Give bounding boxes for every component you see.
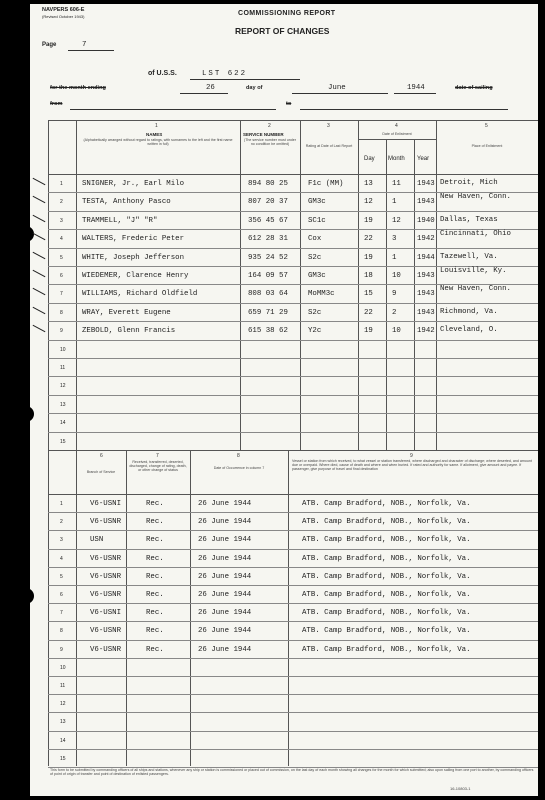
enlist-month: 1: [392, 198, 397, 207]
month-line: [292, 93, 388, 94]
ship-name: LST 622: [202, 70, 248, 78]
change-details: ATB. Camp Bradford, NOB., Norfolk, Va.: [302, 518, 471, 527]
enlist-month: 3: [392, 235, 397, 244]
form-number: NAVPERS 606-E: [42, 7, 85, 13]
row-number: 12: [60, 383, 66, 390]
row-number: 9: [60, 328, 63, 335]
enlist-year: 1943: [417, 180, 435, 188]
service-number: 659 71 29: [248, 308, 288, 317]
crew-name: WRAY, Everett Eugene: [82, 308, 171, 317]
date-header: Date of Occurrence in column 7: [213, 466, 265, 470]
status-change: Rec.: [146, 627, 164, 636]
enlist-place: Tazewell, Va.: [440, 252, 498, 261]
status-header: Received, transferred, deserted, discharged, change of rating, death, or other change of status: [129, 460, 187, 473]
enlist-month: 1: [392, 253, 397, 262]
crew-name: ZEBOLD, Glenn Francis: [82, 327, 176, 336]
change-details: ATB. Camp Bradford, NOB., Norfolk, Va.: [302, 609, 471, 618]
check-mark: [33, 307, 46, 314]
crew-name: WIEDEMER, Clarence Henry: [82, 272, 189, 280]
check-mark: [33, 215, 46, 222]
change-details: ATB. Camp Bradford, NOB., Norfolk, Va.: [302, 591, 471, 599]
enlist-place: New Haven, Conn.: [440, 285, 511, 294]
column-number: 8: [237, 453, 240, 459]
enlist-year: 1943: [417, 308, 435, 317]
service-number-note: (The service number must under no condition be omitted): [244, 138, 296, 147]
column-number: 5: [485, 123, 488, 129]
change-details: ATB. Camp Bradford, NOB., Norfolk, Va.: [302, 500, 471, 508]
crew-name: SNIGNER, Jr., Earl Milo: [82, 180, 185, 188]
row-divider: [48, 211, 538, 212]
enlist-place: Dallas, Texas: [440, 215, 498, 224]
crew-name: WALTERS, Frederic Peter: [82, 235, 185, 244]
row-divider: [48, 676, 538, 677]
column-number: 1: [155, 123, 158, 129]
enlist-place: Cleveland, O.: [440, 326, 498, 335]
punch-hole: [18, 226, 34, 242]
footer-code: 16-10803-1: [450, 786, 471, 791]
names-note: (Alphabetically arranged without regard to ratings, with surnames to the left and the first name written in full): [83, 138, 233, 147]
row-divider: [48, 749, 538, 750]
enlist-day: 12: [364, 198, 373, 207]
enlist-month: 9: [392, 290, 397, 299]
rating: MoMM3c: [308, 290, 335, 299]
check-mark: [33, 251, 46, 258]
ship-name-line: [190, 79, 300, 80]
row-number: 2: [60, 519, 63, 526]
row-number: 8: [60, 309, 63, 316]
row-number: 14: [60, 737, 66, 744]
crew-name: TESTA, Anthony Pasco: [82, 198, 171, 207]
row-number: 4: [60, 236, 63, 243]
row-number: 13: [60, 401, 66, 408]
status-change: Rec.: [146, 645, 164, 654]
enlist-month: 11: [392, 180, 401, 188]
occurrence-date: 26 June 1944: [198, 500, 252, 508]
row-number: 10: [60, 346, 66, 353]
column-number: 6: [100, 453, 103, 459]
row-divider: [48, 712, 538, 713]
date-day-of: day of: [246, 85, 263, 91]
service-number: 807 20 37: [248, 198, 288, 207]
change-details: ATB. Camp Bradford, NOB., Norfolk, Va.: [302, 572, 471, 581]
status-change: Rec.: [146, 518, 164, 527]
date-day: 26: [206, 84, 215, 92]
row-number: 3: [60, 537, 63, 544]
page-label: Page: [42, 42, 57, 48]
occurrence-date: 26 June 1944: [198, 627, 252, 636]
row-number: 10: [60, 664, 66, 671]
row-divider: [48, 413, 538, 414]
enlist-year: 1943: [417, 272, 435, 280]
row-number: 15: [60, 755, 66, 762]
enlist-year: 1943: [417, 198, 435, 207]
rating: Cox: [308, 235, 322, 244]
branch-of-service: V6-USNR: [90, 554, 122, 563]
row-number: 8: [60, 628, 63, 635]
punch-hole: [18, 588, 34, 604]
row-number: 15: [60, 438, 66, 445]
table-border: [48, 450, 49, 766]
service-number-header: SERVICE NUMBER: [243, 132, 284, 137]
occurrence-date: 26 June 1944: [198, 645, 252, 654]
enlist-day: 15: [364, 290, 373, 299]
branch-header: Branch of Service: [86, 470, 116, 474]
row-divider: [48, 340, 538, 341]
enlist-year: 1942: [417, 327, 435, 336]
column-number: 9: [410, 453, 413, 459]
enlist-day: 22: [364, 235, 373, 244]
row-number: 4: [60, 555, 63, 562]
row-number: 7: [60, 291, 63, 298]
enlistment-header: Date of Enlistment: [382, 132, 412, 136]
occurrence-date: 26 June 1944: [198, 536, 252, 545]
rating: Y2c: [308, 327, 322, 336]
form-revision: (Revised October 1943): [42, 14, 85, 19]
status-change: Rec.: [146, 554, 164, 563]
row-divider: [48, 694, 538, 695]
table-border: [48, 450, 538, 451]
year-line: [394, 93, 436, 94]
row-divider: [48, 358, 538, 359]
date-prefix: for the month ending: [50, 85, 106, 91]
enlist-day: 19: [364, 327, 373, 336]
check-mark: [33, 325, 46, 332]
row-divider: [48, 530, 538, 531]
enlist-year: 1943: [417, 290, 435, 299]
change-details: ATB. Camp Bradford, NOB., Norfolk, Va.: [302, 645, 471, 654]
row-number: 9: [60, 646, 63, 653]
change-details: ATB. Camp Bradford, NOB., Norfolk, Va.: [302, 627, 471, 636]
names-header: NAMES: [146, 132, 163, 137]
enlist-day: 13: [364, 180, 373, 188]
place-header: Place of Enlistment: [471, 144, 503, 148]
row-number: 5: [60, 573, 63, 580]
status-change: Rec.: [146, 609, 164, 618]
enlist-place: Detroit, Mich: [440, 179, 498, 187]
service-number: 164 09 57: [248, 272, 288, 280]
enlist-month: 10: [392, 272, 401, 280]
row-number: 1: [60, 181, 63, 187]
column-number: 3: [327, 123, 330, 129]
footer-note: This form to be submitted by commanding officers of all ships and stations, whenever any ship or station is commissioned or placed out of commission, on the last day of each month showing all changes for the month for which submitted; also upon sailing from one port to another, by commanding officers of point of origin of transfer and point of destination of enlisted passengers.: [50, 768, 534, 777]
check-mark: [33, 288, 46, 295]
column-number: 7: [156, 453, 159, 459]
enlist-day: 19: [364, 216, 373, 225]
from-label: from: [50, 101, 63, 107]
row-divider: [48, 731, 538, 732]
row-divider: [48, 512, 538, 513]
row-divider: [48, 585, 538, 586]
row-divider: [48, 432, 538, 433]
row-number: 1: [60, 501, 63, 507]
rating: F1c (MM): [308, 180, 344, 188]
enlist-month: 10: [392, 327, 401, 336]
page-number-line: [68, 50, 114, 51]
enlist-place: Cincinnati, Ohio: [440, 230, 511, 239]
row-number: 7: [60, 610, 63, 617]
rating: SC1c: [308, 216, 326, 225]
row-divider: [48, 621, 538, 622]
row-number: 5: [60, 254, 63, 261]
service-number: 935 24 52: [248, 253, 288, 262]
rating: S2c: [308, 308, 322, 317]
row-divider: [48, 376, 538, 377]
branch-of-service: V6-USNR: [90, 572, 122, 581]
row-number: 2: [60, 199, 63, 206]
enlist-month: 12: [392, 216, 401, 225]
occurrence-date: 26 June 1944: [198, 554, 252, 563]
form-title: COMMISSIONING REPORT: [238, 10, 336, 17]
rating: GM3c: [308, 198, 326, 207]
row-divider: [48, 567, 538, 568]
row-number: 13: [60, 719, 66, 726]
enlist-year: 1944: [417, 253, 435, 262]
date-month: June: [328, 84, 346, 92]
status-change: Rec.: [146, 536, 164, 545]
month-header: Month: [388, 156, 405, 162]
report-page: [30, 4, 538, 796]
column-number: 2: [268, 123, 271, 129]
enlist-place: Richmond, Va.: [440, 307, 498, 316]
enlist-day: 19: [364, 253, 373, 262]
row-divider: [48, 303, 538, 304]
rating-header: Rating at Date of Last Report: [305, 144, 353, 148]
row-number: 11: [60, 365, 66, 371]
rating: S2c: [308, 253, 322, 262]
row-number: 12: [60, 701, 66, 708]
row-divider: [48, 248, 538, 249]
to-line: [300, 109, 508, 110]
service-number: 894 80 25: [248, 180, 288, 188]
enlist-year: 1942: [417, 235, 435, 244]
date-suffix: date of sailing: [455, 85, 493, 91]
enlist-place: New Haven, Conn.: [440, 193, 511, 202]
occurrence-date: 26 June 1944: [198, 591, 252, 599]
rating: GM3c: [308, 272, 326, 280]
service-number: 615 38 62: [248, 327, 288, 336]
enlist-day: 18: [364, 272, 373, 280]
row-divider: [48, 658, 538, 659]
status-change: Rec.: [146, 572, 164, 581]
row-number: 6: [60, 592, 63, 598]
check-mark: [33, 270, 46, 277]
branch-of-service: V6-USNI: [90, 500, 122, 508]
check-mark: [33, 196, 46, 203]
service-number: 356 45 67: [248, 216, 288, 225]
form-subtitle: REPORT OF CHANGES: [235, 26, 330, 36]
check-mark: [33, 233, 46, 240]
occurrence-date: 26 June 1944: [198, 518, 252, 527]
branch-of-service: V6-USNR: [90, 645, 122, 654]
enlist-place: Louisville, Ky.: [440, 267, 507, 275]
row-divider: [48, 603, 538, 604]
service-number: 808 03 64: [248, 290, 288, 299]
branch-of-service: V6-USNI: [90, 609, 122, 618]
status-change: Rec.: [146, 591, 164, 599]
row-number: 11: [60, 683, 66, 689]
row-number: 3: [60, 217, 63, 224]
from-line: [70, 109, 276, 110]
row-divider: [48, 640, 538, 641]
enlist-month: 2: [392, 308, 397, 317]
punch-hole: [18, 406, 34, 422]
table-border: [48, 120, 538, 121]
enlist-day: 22: [364, 308, 373, 317]
check-mark: [33, 178, 46, 185]
crew-name: WHITE, Joseph Jefferson: [82, 253, 185, 262]
ship-prefix: of U.S.S.: [148, 70, 177, 77]
row-number: 6: [60, 273, 63, 279]
day-header: Day: [364, 156, 375, 162]
crew-name: TRAMMELL, "J" "R": [82, 216, 158, 225]
change-details: ATB. Camp Bradford, NOB., Norfolk, Va.: [302, 554, 471, 563]
crew-name: WILLIAMS, Richard Oldfield: [82, 290, 198, 299]
year-header: Year: [417, 156, 430, 162]
row-divider: [48, 395, 538, 396]
branch-of-service: USN: [90, 536, 104, 545]
service-number: 612 28 31: [248, 235, 288, 244]
date-year: 1944: [407, 84, 425, 92]
day-line: [180, 93, 228, 94]
to-label: to: [286, 101, 292, 107]
row-number: 14: [60, 420, 66, 427]
row-divider: [48, 321, 538, 322]
branch-of-service: V6-USNR: [90, 627, 122, 636]
occurrence-date: 26 June 1944: [198, 572, 252, 581]
status-change: Rec.: [146, 500, 164, 508]
column-number: 4: [395, 123, 398, 129]
branch-of-service: V6-USNR: [90, 591, 122, 599]
row-divider: [48, 549, 538, 550]
page-number: 7: [82, 41, 87, 49]
change-details: ATB. Camp Bradford, NOB., Norfolk, Va.: [302, 536, 471, 545]
enlist-year: 1940: [417, 216, 435, 225]
details-header: Vessel or station from which received, to what vessel or station transferred, where discharged and character of discharge; where deserted, and amount due or overpaid. Where died, cause of death and where and when buried. If rated and authority for same. If allotment, give amount and payee. If passenger, give purpose of travel and final destination: [292, 459, 532, 472]
branch-of-service: V6-USNR: [90, 518, 122, 527]
occurrence-date: 26 June 1944: [198, 609, 252, 618]
